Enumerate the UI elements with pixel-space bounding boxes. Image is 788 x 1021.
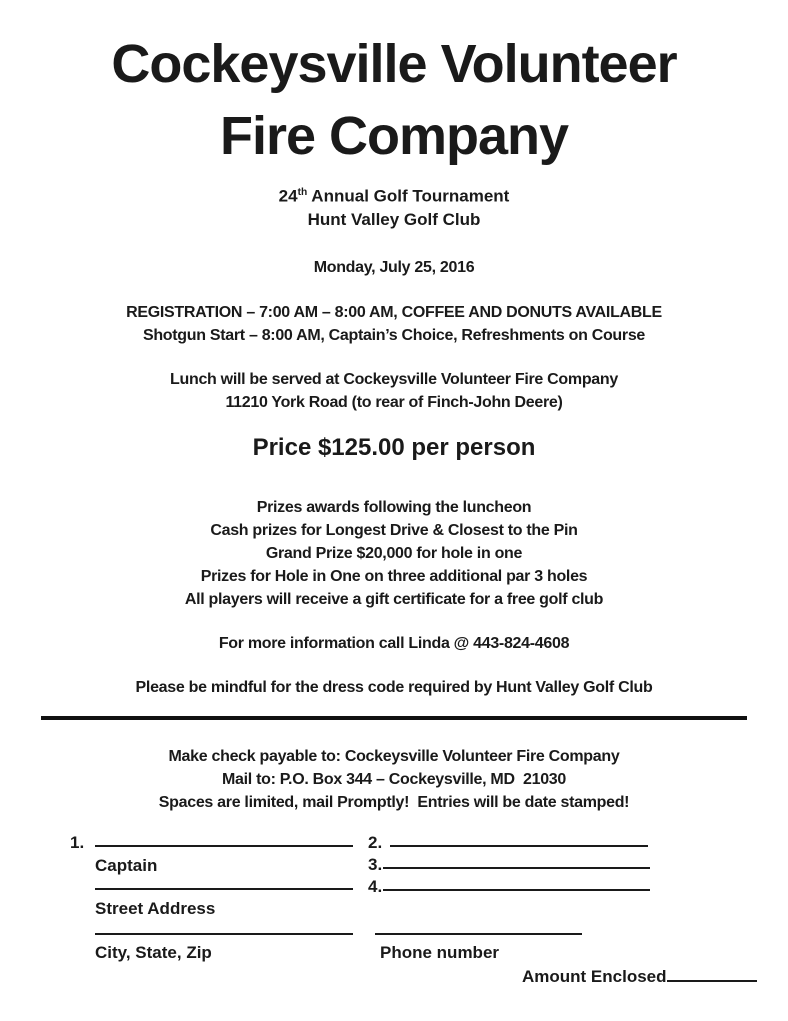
spaces-limited-line: Spaces are limited, mail Promptly! Entries will be date stamped!	[158, 793, 630, 811]
check-payable-line: Make check payable to: Cockeysville Volunteer Fire Company	[168, 747, 620, 765]
phone-blank-line	[375, 922, 582, 935]
price-per-person: Price $125.00 per person	[252, 433, 536, 461]
amount-enclosed-blank-line	[667, 968, 757, 982]
prize-awards-line: Prizes awards following the luncheon	[256, 498, 532, 516]
mailing-instructions	[0, 745, 788, 814]
hole-in-one-line: Prizes for Hole in One on three additional par 3 holes	[200, 567, 588, 585]
player-3-number: 3.	[368, 854, 383, 874]
phone-number-label: Phone number	[380, 942, 500, 962]
page-title-line-1: Cockeysville Volunteer	[111, 34, 677, 94]
grand-prize-line: Grand Prize $20,000 for hole in one	[265, 544, 523, 562]
player-4-blank-line	[383, 878, 650, 891]
city-state-zip-label: City, State, Zip	[95, 942, 212, 962]
annual-ordinal: th	[297, 187, 308, 198]
player-2-number: 2.	[368, 832, 383, 852]
dress-code-notice: Please be mindful for the dress code required by Hunt Valley Golf Club	[135, 678, 653, 696]
lunch-address: 11210 York Road (to rear of Finch-John Deere)	[225, 393, 563, 411]
amount-enclosed-label: Amount Enclosed	[522, 966, 667, 986]
contact-info: For more information call Linda @ 443-824-4608	[218, 634, 570, 652]
cash-prizes-line: Cash prizes for Longest Drive & Closest to the Pin	[210, 521, 578, 539]
prizes-section	[0, 496, 788, 611]
captain-label: Captain	[95, 855, 158, 875]
player-3-blank-line	[383, 856, 650, 869]
city-state-zip-blank-line	[95, 922, 353, 935]
player-1-number: 1.	[70, 832, 85, 852]
annual-number: 24	[278, 186, 298, 206]
page-title-line-2: Fire Company	[219, 106, 569, 166]
registration-info: REGISTRATION – 7:00 AM – 8:00 AM, COFFEE AND DONUTS AVAILABLE	[126, 303, 662, 321]
event-subtitle	[0, 181, 788, 208]
registration-form	[0, 833, 788, 1003]
street-address-label: Street Address	[95, 898, 216, 918]
shotgun-start-info: Shotgun Start – 8:00 AM, Captain’s Choice, Refreshments on Course	[142, 326, 646, 344]
section-divider	[41, 716, 747, 720]
venue-name: Hunt Valley Golf Club	[307, 209, 481, 229]
annual-text: Annual Golf Tournament	[307, 186, 510, 206]
event-date: Monday, July 25, 2016	[313, 258, 475, 276]
player-1-blank-line	[95, 834, 353, 847]
player-2-blank-line	[390, 834, 648, 847]
street-address-blank-line	[95, 877, 353, 890]
lunch-location: Lunch will be served at Cockeysville Volunteer Fire Company	[170, 370, 618, 388]
mail-to-line: Mail to: P.O. Box 344 – Cockeysville, MD 21030	[222, 770, 566, 788]
player-4-number: 4.	[368, 876, 383, 896]
amount-enclosed-row	[522, 967, 757, 987]
gift-certificate-line: All players will receive a gift certificate for a free golf club	[184, 590, 604, 608]
